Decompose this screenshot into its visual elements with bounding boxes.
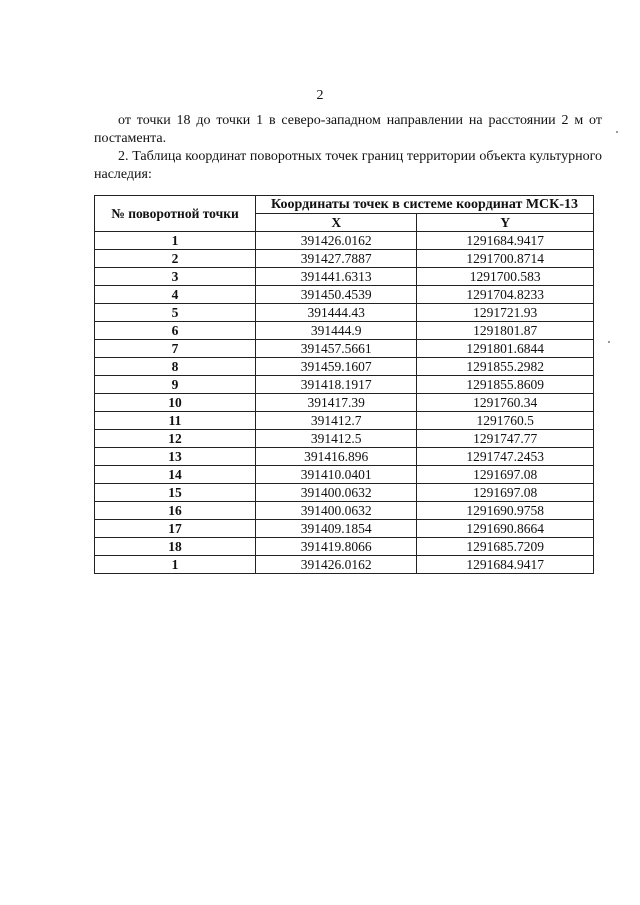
point-number-cell: 9 bbox=[95, 376, 256, 394]
x-coordinate-cell: 391457.5661 bbox=[256, 340, 417, 358]
paragraph-1-text: от точки 18 до точки 1 в северо-западном направлении на расстоянии 2 м от постамента. bbox=[94, 113, 602, 146]
point-number-header: № поворотной точки bbox=[95, 196, 256, 232]
y-coordinate-cell: 1291700.583 bbox=[417, 268, 594, 286]
y-coordinate-cell: 1291855.2982 bbox=[417, 358, 594, 376]
x-column-header: X bbox=[256, 214, 417, 232]
point-number-cell: 3 bbox=[95, 268, 256, 286]
table-row bbox=[95, 304, 594, 322]
y-coordinate-cell: 1291690.9758 bbox=[417, 502, 594, 520]
point-number-cell: 12 bbox=[95, 430, 256, 448]
table-header-row bbox=[95, 196, 594, 214]
scan-speck bbox=[608, 341, 610, 343]
table-row bbox=[95, 286, 594, 304]
table-row bbox=[95, 430, 594, 448]
x-coordinate-cell: 391426.0162 bbox=[256, 232, 417, 250]
x-coordinate-cell: 391444.43 bbox=[256, 304, 417, 322]
table-row bbox=[95, 376, 594, 394]
y-coordinate-cell: 1291697.08 bbox=[417, 484, 594, 502]
y-coordinate-cell: 1291704.8233 bbox=[417, 286, 594, 304]
y-coordinate-cell: 1291684.9417 bbox=[417, 556, 594, 574]
point-number-cell: 2 bbox=[95, 250, 256, 268]
point-number-cell: 1 bbox=[95, 232, 256, 250]
table-row bbox=[95, 268, 594, 286]
x-coordinate-cell: 391427.7887 bbox=[256, 250, 417, 268]
paragraph-1 bbox=[94, 112, 602, 148]
table-row bbox=[95, 322, 594, 340]
x-coordinate-cell: 391459.1607 bbox=[256, 358, 417, 376]
point-number-cell: 4 bbox=[95, 286, 256, 304]
x-coordinate-cell: 391444.9 bbox=[256, 322, 417, 340]
x-coordinate-cell: 391426.0162 bbox=[256, 556, 417, 574]
x-coordinate-cell: 391410.0401 bbox=[256, 466, 417, 484]
y-coordinate-cell: 1291700.8714 bbox=[417, 250, 594, 268]
table-row bbox=[95, 232, 594, 250]
x-coordinate-cell: 391417.39 bbox=[256, 394, 417, 412]
point-number-cell: 8 bbox=[95, 358, 256, 376]
point-number-cell: 5 bbox=[95, 304, 256, 322]
point-number-cell: 13 bbox=[95, 448, 256, 466]
table-row bbox=[95, 412, 594, 430]
y-coordinate-cell: 1291721.93 bbox=[417, 304, 594, 322]
coordinate-system-header: Координаты точек в системе координат МСК-13 bbox=[256, 196, 594, 214]
x-coordinate-cell: 391441.6313 bbox=[256, 268, 417, 286]
point-number-cell: 10 bbox=[95, 394, 256, 412]
table-row bbox=[95, 502, 594, 520]
table-row bbox=[95, 358, 594, 376]
table-row bbox=[95, 520, 594, 538]
point-number-cell: 14 bbox=[95, 466, 256, 484]
y-coordinate-cell: 1291697.08 bbox=[417, 466, 594, 484]
table-body bbox=[95, 232, 594, 574]
coordinates-table bbox=[94, 195, 594, 574]
point-number-cell: 18 bbox=[95, 538, 256, 556]
point-number-cell: 6 bbox=[95, 322, 256, 340]
point-number-cell: 11 bbox=[95, 412, 256, 430]
point-number-cell: 17 bbox=[95, 520, 256, 538]
scan-speck bbox=[616, 131, 618, 133]
table-header bbox=[95, 196, 594, 232]
y-coordinate-cell: 1291760.34 bbox=[417, 394, 594, 412]
y-coordinate-cell: 1291747.77 bbox=[417, 430, 594, 448]
table-row bbox=[95, 394, 594, 412]
table-row bbox=[95, 484, 594, 502]
table-row bbox=[95, 250, 594, 268]
y-coordinate-cell: 1291801.87 bbox=[417, 322, 594, 340]
table-row bbox=[95, 556, 594, 574]
y-coordinate-cell: 1291855.8609 bbox=[417, 376, 594, 394]
point-number-cell: 15 bbox=[95, 484, 256, 502]
table-row bbox=[95, 466, 594, 484]
table-row bbox=[95, 448, 594, 466]
x-coordinate-cell: 391450.4539 bbox=[256, 286, 417, 304]
y-coordinate-cell: 1291760.5 bbox=[417, 412, 594, 430]
y-coordinate-cell: 1291747.2453 bbox=[417, 448, 594, 466]
point-number-cell: 16 bbox=[95, 502, 256, 520]
x-coordinate-cell: 391418.1917 bbox=[256, 376, 417, 394]
y-coordinate-cell: 1291690.8664 bbox=[417, 520, 594, 538]
x-coordinate-cell: 391400.0632 bbox=[256, 502, 417, 520]
page-number: 2 bbox=[316, 88, 324, 103]
point-number-cell: 7 bbox=[95, 340, 256, 358]
y-coordinate-cell: 1291684.9417 bbox=[417, 232, 594, 250]
point-number-cell: 1 bbox=[95, 556, 256, 574]
y-coordinate-cell: 1291801.6844 bbox=[417, 340, 594, 358]
x-coordinate-cell: 391412.5 bbox=[256, 430, 417, 448]
paragraph-2-text: 2. Таблица координат поворотных точек границ территории объекта культурного наследия: bbox=[94, 149, 602, 182]
x-coordinate-cell: 391412.7 bbox=[256, 412, 417, 430]
x-coordinate-cell: 391400.0632 bbox=[256, 484, 417, 502]
y-coordinate-cell: 1291685.7209 bbox=[417, 538, 594, 556]
y-column-header: Y bbox=[417, 214, 594, 232]
x-coordinate-cell: 391416.896 bbox=[256, 448, 417, 466]
table-row bbox=[95, 340, 594, 358]
table-row bbox=[95, 538, 594, 556]
paragraph-2 bbox=[94, 148, 602, 184]
x-coordinate-cell: 391419.8066 bbox=[256, 538, 417, 556]
x-coordinate-cell: 391409.1854 bbox=[256, 520, 417, 538]
